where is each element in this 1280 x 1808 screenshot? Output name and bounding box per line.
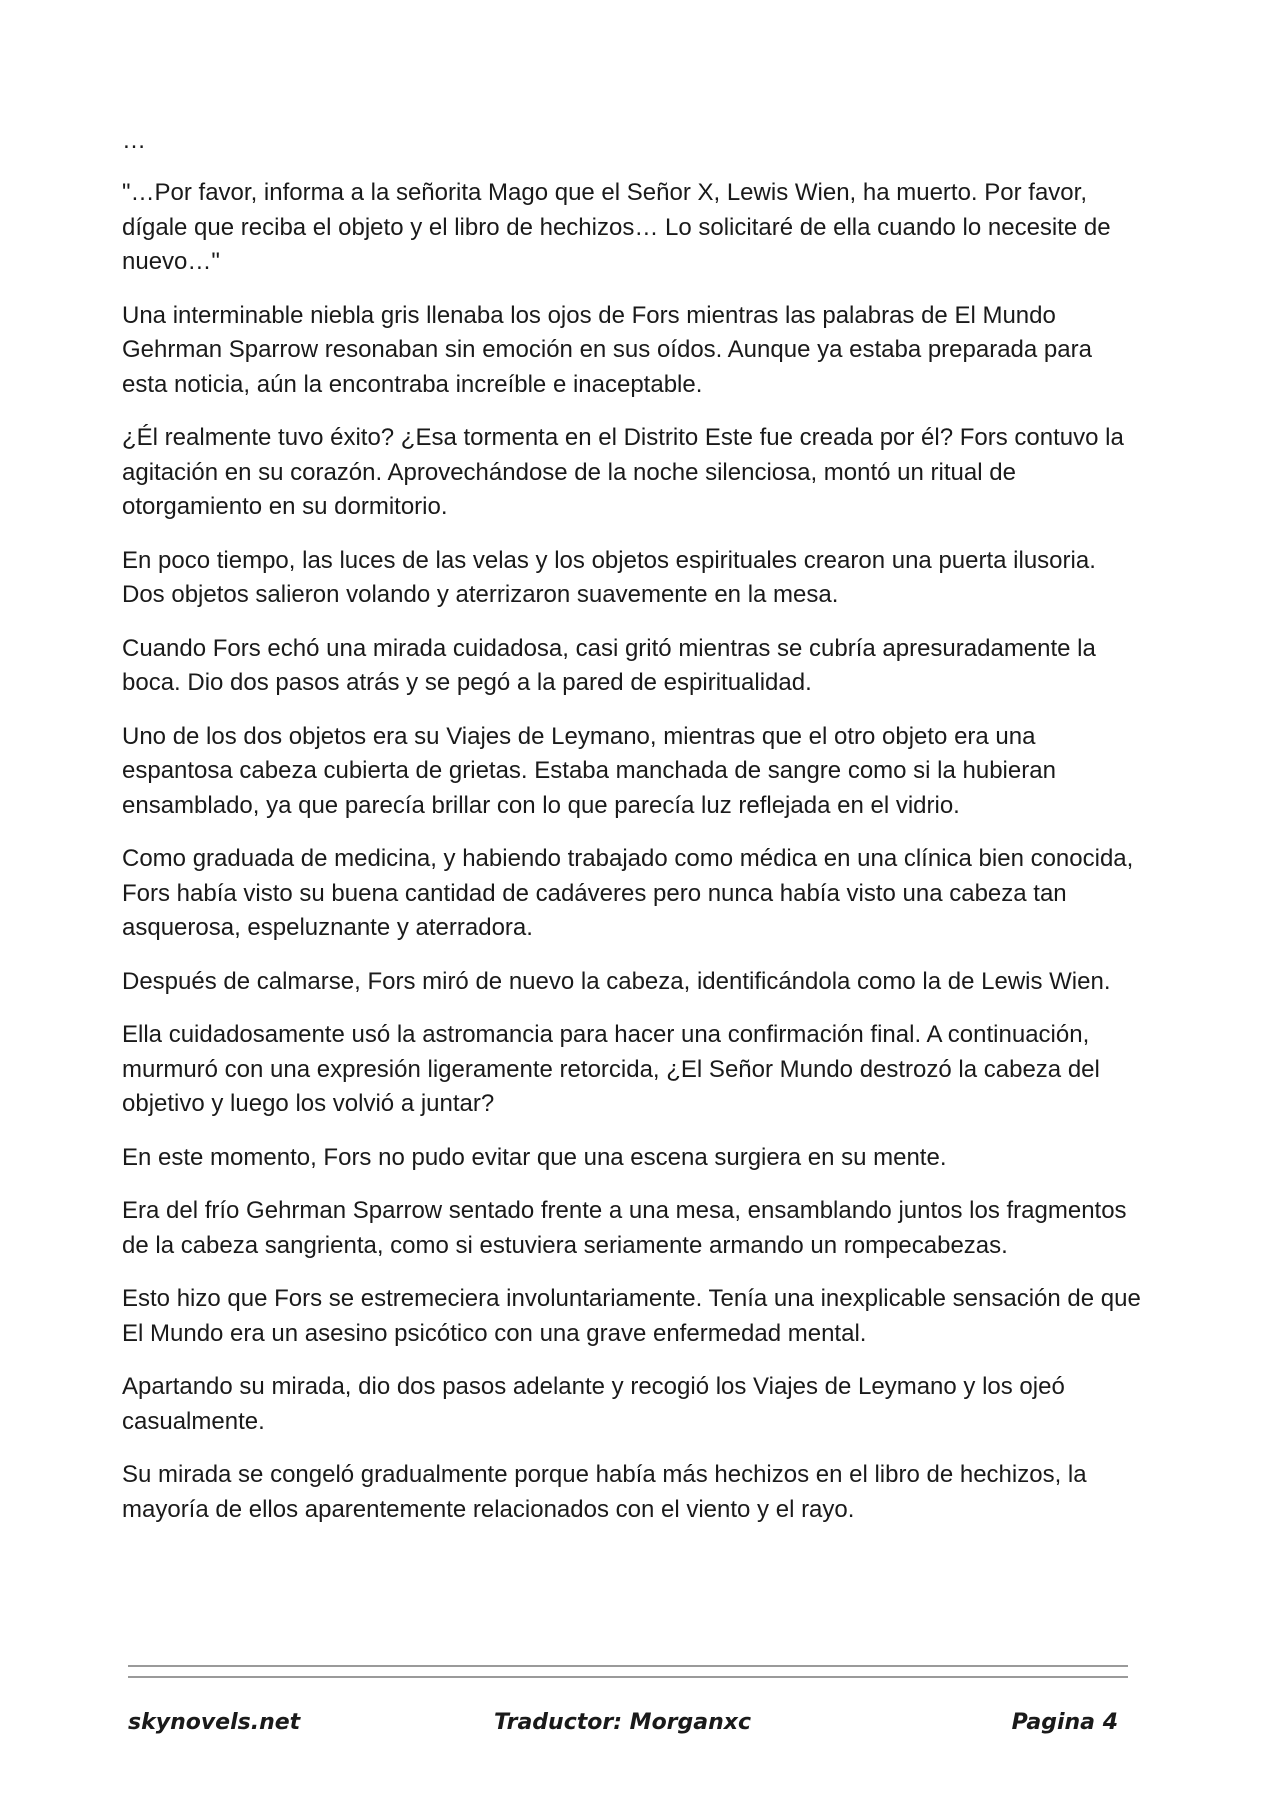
footer-rule-top: [128, 1665, 1128, 1667]
paragraph: Su mirada se congeló gradualmente porque había más hechizos en el libro de hechizos, la mayoría de ellos aparentemente relacionados con el viento y el rayo.: [122, 1461, 1087, 1523]
paragraph: En este momento, Fors no pudo evitar que una escena surgiera en su mente.: [122, 1143, 947, 1171]
opening-ellipsis: …: [122, 127, 146, 154]
paragraph: Después de calmarse, Fors miró de nuevo la cabeza, identificándola como la de Lewis Wien.: [122, 967, 1111, 995]
paragraph: Esto hizo que Fors se estremeciera involuntariamente. Tenía una inexplicable sensación de que El Mundo era un asesino psicótico con una grave enfermedad mental.: [122, 1285, 1141, 1347]
paragraph: Apartando su mirada, dio dos pasos adelante y recogió los Viajes de Leymano y los ojeó casualmente.: [122, 1373, 1065, 1435]
paragraph: Era del frío Gehrman Sparrow sentado frente a una mesa, ensamblando juntos los fragmentos de la cabeza sangrienta, como si estuviera seriamente armando un rompecabezas.: [122, 1197, 1127, 1259]
footer-rule-bottom: [128, 1676, 1128, 1678]
page-footer: [128, 1710, 1128, 1744]
paragraph: Una interminable niebla gris llenaba los ojos de Fors mientras las palabras de El Mundo Gehrman Sparrow resonaban sin emoción en sus oídos. Aunque ya estaba preparada para esta noticia, aún la encontraba increíble e inaceptable.: [122, 301, 1092, 398]
paragraph: Cuando Fors echó una mirada cuidadosa, casi gritó mientras se cubría apresuradamente la boca. Dio dos pasos atrás y se pegó a la pared de espiritualidad.: [122, 634, 1096, 696]
footer-divider: [128, 1665, 1128, 1687]
paragraph: ¿Él realmente tuvo éxito? ¿Esa tormenta en el Distrito Este fue creada por él? Fors contuvo la agitación en su corazón. Aprovechándose de la noche silenciosa, montó un ritual de otorgamiento en su dormitorio.: [122, 424, 1124, 520]
footer-page-number: Pagina 4: [1011, 1710, 1118, 1735]
footer-site: skynovels.net: [128, 1710, 301, 1735]
paragraph: Como graduada de medicina, y habiendo trabajado como médica en una clínica bien conocida, Fors había visto su buena cantidad de cadáveres pero nunca había visto una cabeza tan asquerosa, espeluznante y aterradora.: [122, 845, 1134, 941]
paragraph: En poco tiempo, las luces de las velas y los objetos espirituales crearon una puerta ilusoria. Dos objetos salieron volando y aterrizaron suavemente en la mesa.: [122, 546, 1096, 608]
paragraph: "…Por favor, informa a la señorita Mago que el Señor X, Lewis Wien, ha muerto. Por favor, dígale que reciba el objeto y el libro de hechizos… Lo solicitaré de ella cuando lo necesite de nuevo…": [122, 179, 1111, 275]
paragraph: Ella cuidadosamente usó la astromancia para hacer una confirmación final. A continuación, murmuró con una expresión ligeramente retorcida, ¿El Señor Mundo destrozó la cabeza del objetivo y luego los volvió a juntar?: [122, 1021, 1100, 1117]
document-body: [122, 124, 1142, 1546]
paragraph: Uno de los dos objetos era su Viajes de Leymano, mientras que el otro objeto era una espantosa cabeza cubierta de grietas. Estaba manchada de sangre como si la hubieran ensamblado, ya que parecía brillar con lo que parecía luz reflejada en el vidrio.: [122, 722, 1056, 819]
footer-translator: Traductor: Morganxc: [494, 1710, 752, 1735]
